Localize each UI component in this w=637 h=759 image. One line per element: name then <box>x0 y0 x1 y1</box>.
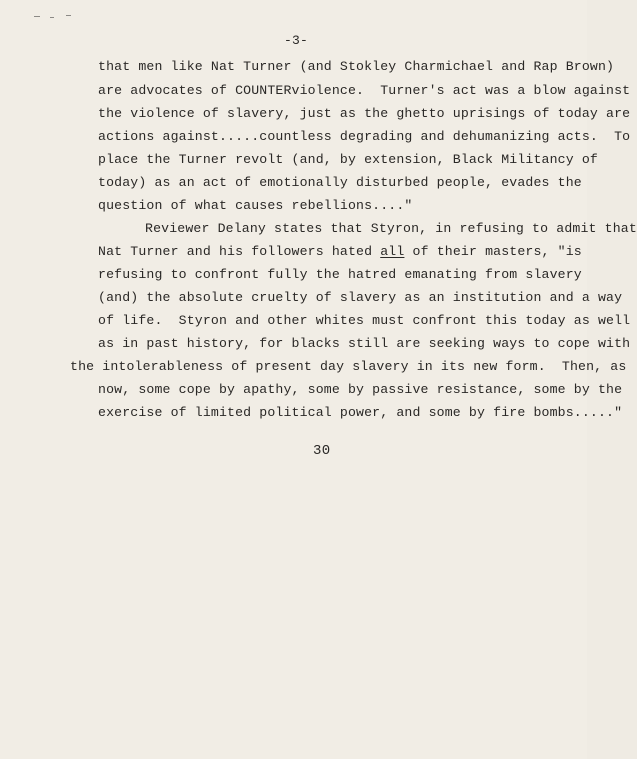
text-line: of life. Styron and other whites must confront this today as well <box>98 313 631 328</box>
text-line: (and) the absolute cruelty of slavery as an institution and a way <box>98 290 623 305</box>
text-line: question of what causes rebellions...." <box>98 198 413 213</box>
text-segment: Nat Turner and his followers hated <box>98 244 381 259</box>
text-line: Reviewer Delany states that Styron, in refusing to admit that <box>145 221 637 236</box>
page-number: 30 <box>313 443 331 459</box>
text-line: the intolerableness of present day slavery in its new form. Then, as <box>70 359 627 374</box>
text-line <box>98 244 582 260</box>
text-line: that men like Nat Turner (and Stokley Charmichael and Rap Brown) <box>98 59 615 74</box>
scan-edge-marks <box>34 16 74 22</box>
text-line: today) as an act of emotionally disturbed people, evades the <box>98 175 582 190</box>
text-line: exercise of limited political power, and some by fire bombs....." <box>98 405 623 420</box>
text-line: refusing to confront fully the hatred emanating from slavery <box>98 267 582 282</box>
text-line: are advocates of COUNTERviolence. Turner's act was a blow against <box>98 83 631 98</box>
text-line: the violence of slavery, just as the ghetto uprisings of today are <box>98 106 631 121</box>
text-line: place the Turner revolt (and, by extension, Black Militancy of <box>98 152 598 167</box>
text-line: actions against.....countless degrading and dehumanizing acts. To <box>98 129 631 144</box>
underlined-word: all <box>380 244 405 259</box>
text-line: as in past history, for blacks still are seeking ways to cope with <box>98 336 631 351</box>
text-segment: of their masters, "is <box>404 244 582 259</box>
page-marker-top: -3- <box>284 33 309 48</box>
text-line: now, some cope by apathy, some by passive resistance, some by the <box>98 382 623 397</box>
